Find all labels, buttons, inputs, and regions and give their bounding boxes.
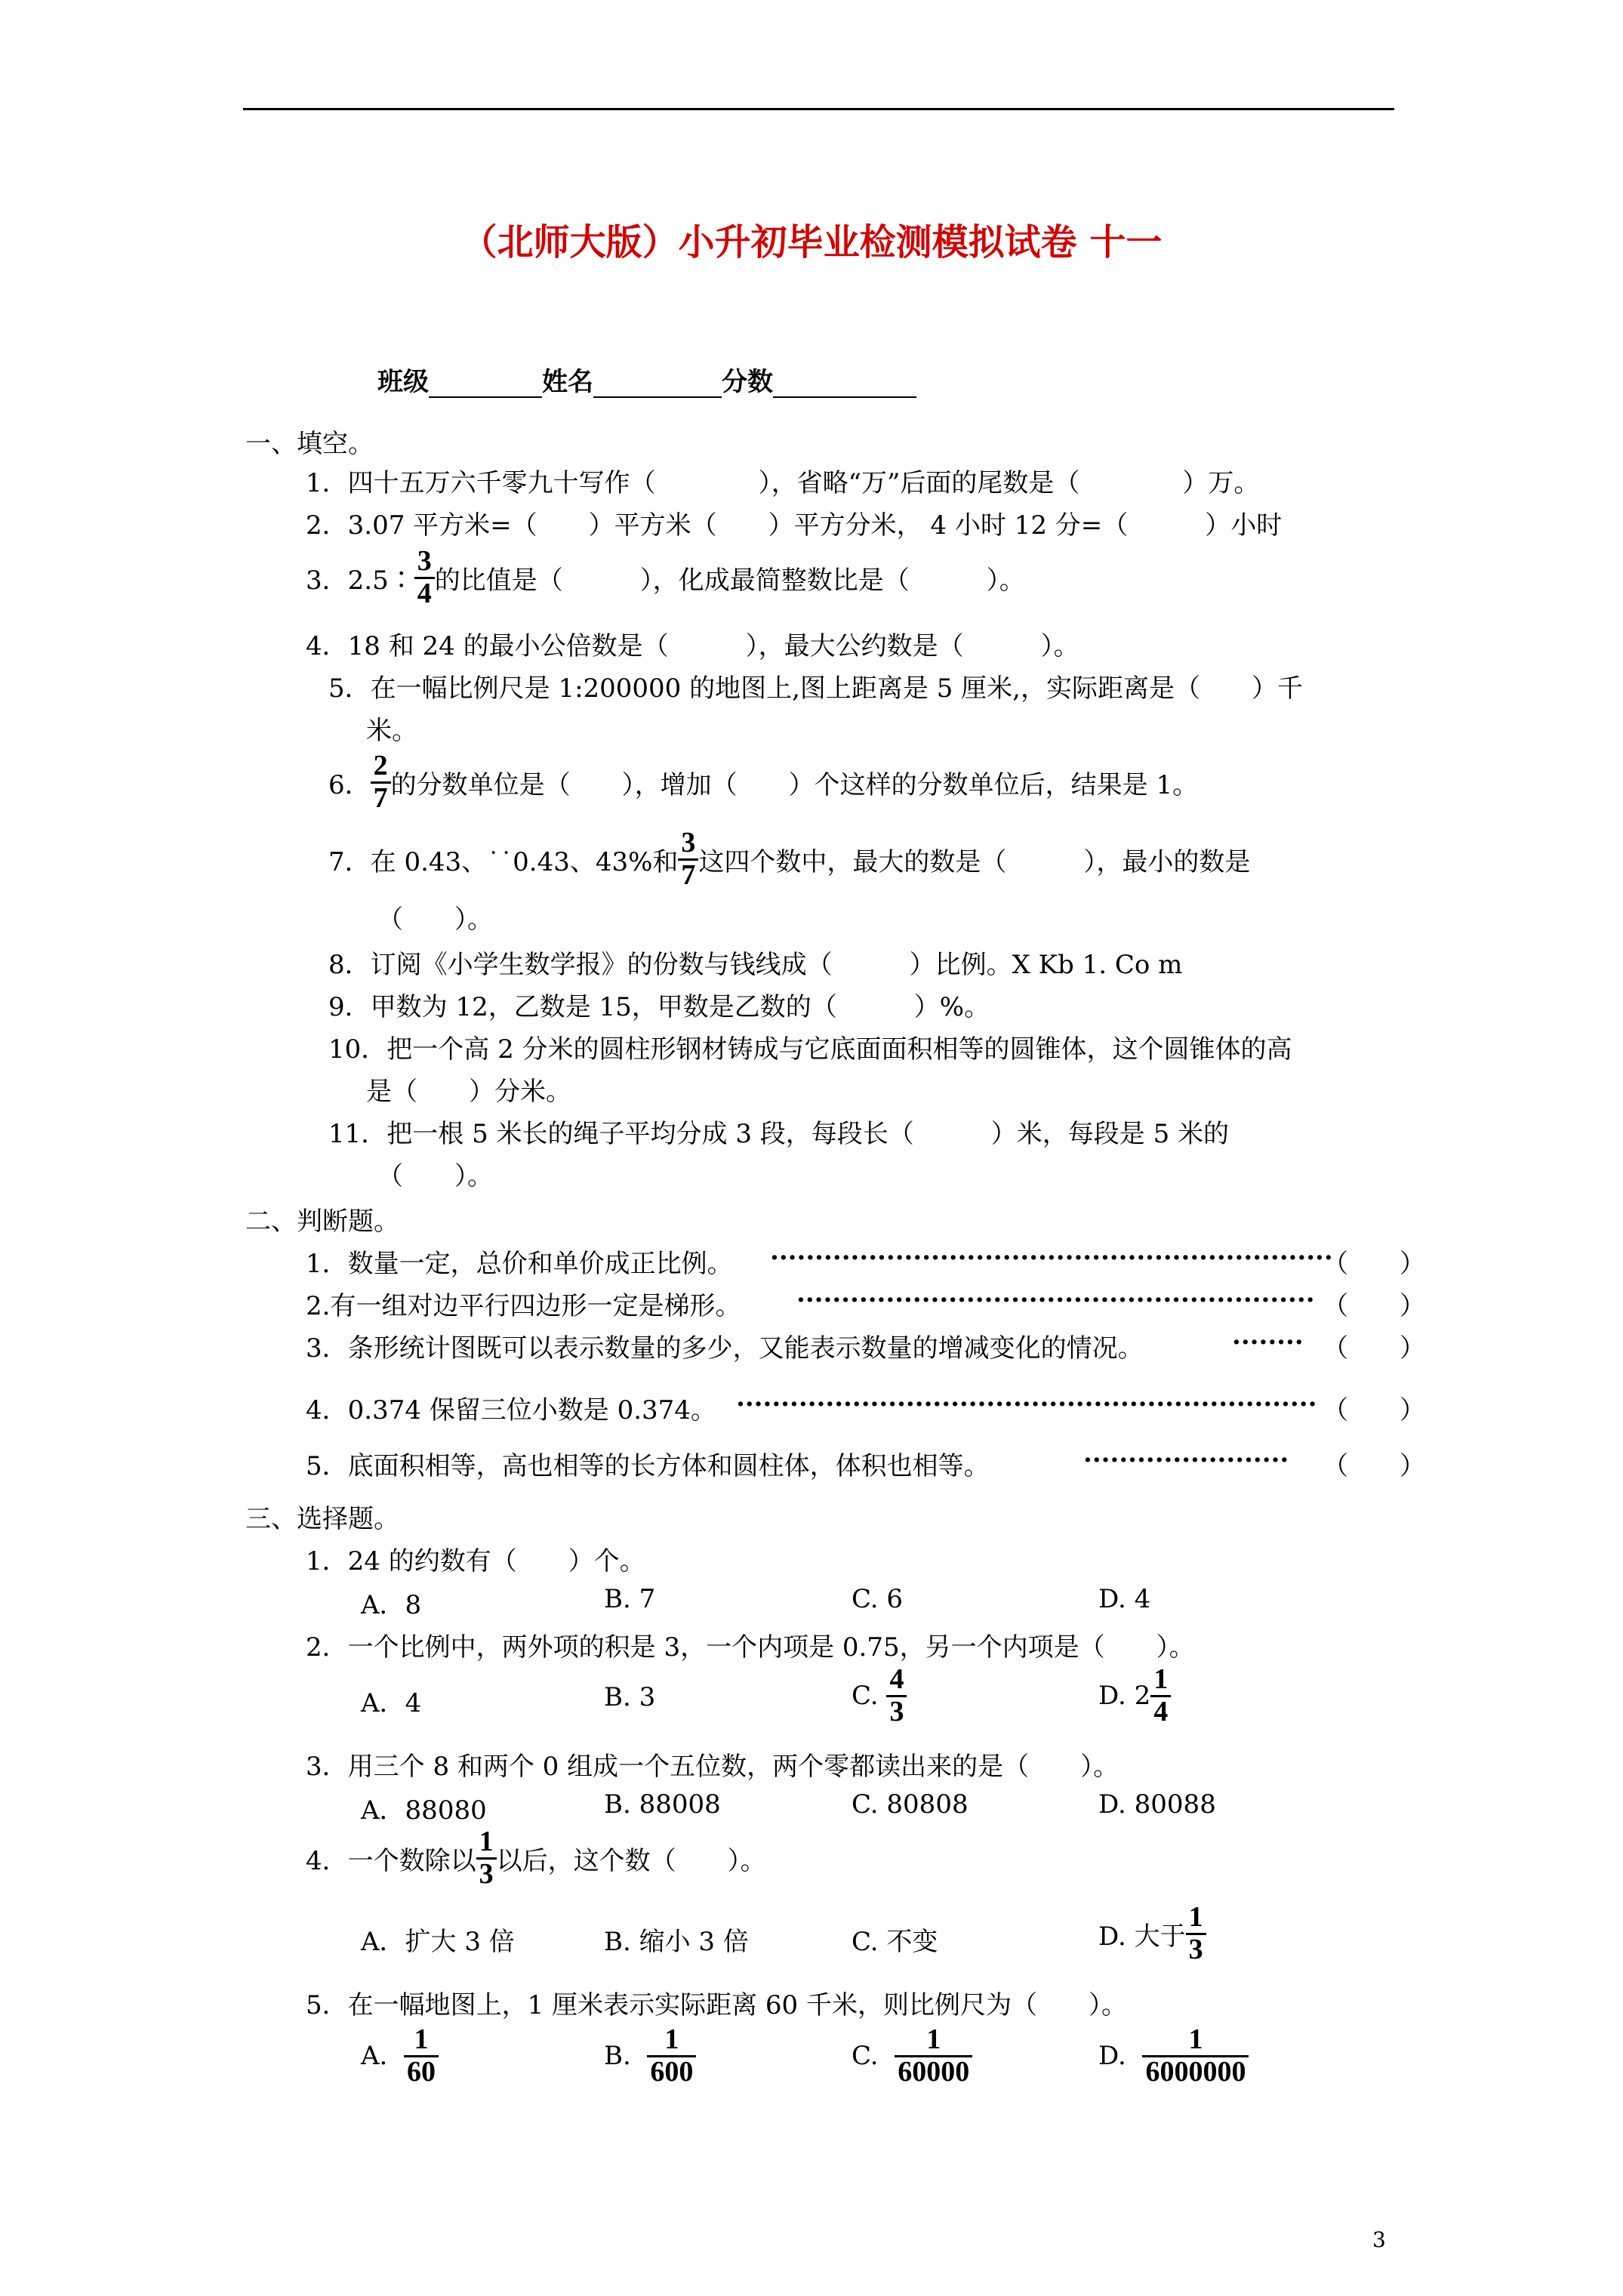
fill-q11-line1: 11．把一根 5 米长的绳子平均分成 3 段，每段长（ ）米，每段是 5 米的 bbox=[328, 1119, 1230, 1149]
fraction-denominator: 6000000 bbox=[1142, 2055, 1249, 2088]
fraction-denominator: 7 bbox=[371, 781, 391, 814]
header-rule bbox=[243, 108, 1394, 110]
page-title: （北师大版）小升初毕业检测模拟试卷 十一 bbox=[460, 221, 1163, 264]
judge-q4-answer[interactable]: （ ） bbox=[1323, 1395, 1425, 1425]
fraction-numerator: 1 bbox=[414, 2023, 429, 2055]
choice-q4-option-a[interactable]: A．扩大 3 倍 bbox=[361, 1927, 515, 1957]
option-fraction bbox=[895, 2025, 972, 2088]
choice-q2-option-d[interactable] bbox=[1098, 1665, 1171, 1727]
fraction-denominator: 60 bbox=[404, 2055, 439, 2088]
choice-q2-option-a[interactable]: A．4 bbox=[361, 1688, 422, 1718]
fraction-denominator: 7 bbox=[678, 858, 698, 891]
fill-q6-fraction bbox=[371, 751, 391, 814]
fraction-numerator: 1 bbox=[664, 2023, 679, 2055]
choice-q1-option-a[interactable]: A．8 bbox=[361, 1590, 422, 1620]
fraction-numerator: 2 bbox=[373, 750, 388, 781]
judge-q3-text: 3．条形统计图既可以表示数量的多少，又能表示数量的增减变化的情况。 bbox=[306, 1333, 1144, 1364]
option-fraction bbox=[886, 1665, 907, 1727]
fraction-denominator: 600 bbox=[647, 2055, 696, 2088]
option-label: B. bbox=[604, 2041, 631, 2072]
fill-q1: 1．四十五万六千零九十写作（ ），省略“万”后面的尾数是（ ）万。 bbox=[306, 468, 1260, 498]
choice-q4-option-b[interactable]: B. 缩小 3 倍 bbox=[604, 1927, 749, 1957]
fill-q8: 8．订阅《小学生数学报》的份数与钱线成（ ）比例。X Kb 1. Co m bbox=[328, 950, 1183, 980]
class-blank[interactable] bbox=[429, 371, 542, 398]
fill-q7-fraction bbox=[678, 828, 698, 891]
option-fraction bbox=[1150, 1665, 1171, 1727]
choice-q5-stem: 5．在一幅地图上，1 厘米表示实际距离 60 千米，则比例尺为（ ）。 bbox=[306, 1990, 1127, 2020]
judge-q4-dots: ································································· bbox=[736, 1389, 1317, 1419]
judge-q2-dots: ·························································· bbox=[796, 1285, 1315, 1315]
fraction-numerator: 1 bbox=[479, 1826, 494, 1857]
fraction-denominator: 4 bbox=[1150, 1695, 1171, 1727]
judge-q2-text: 2.有一组对边平行四边形一定是梯形。 bbox=[306, 1291, 741, 1321]
fraction-denominator: 4 bbox=[414, 577, 435, 609]
fill-q7-line2: （ ）。 bbox=[377, 905, 493, 935]
choice-q5-option-a[interactable] bbox=[361, 2025, 439, 2088]
choice-q5-option-c[interactable] bbox=[852, 2025, 972, 2088]
fraction-denominator: 60000 bbox=[895, 2055, 972, 2088]
choice-q5-option-d[interactable] bbox=[1098, 2025, 1249, 2088]
choice-q4-option-d[interactable] bbox=[1098, 1903, 1206, 1965]
fraction-denominator: 3 bbox=[476, 1857, 497, 1890]
fraction-numerator: 1 bbox=[1188, 1901, 1203, 1933]
choice-q2-option-c[interactable] bbox=[852, 1665, 907, 1727]
fill-q4: 4．18 和 24 的最小公倍数是（ ），最大公约数是（ ）。 bbox=[306, 631, 1079, 661]
fill-q2: 2．3.07 平方米=（ ）平方米（ ）平方分米， 4 小时 12 分=（ ）小时 bbox=[306, 510, 1283, 541]
choice-q4-stem bbox=[306, 1827, 766, 1890]
judge-q3-dots: ········ bbox=[1232, 1327, 1304, 1358]
fill-q6 bbox=[328, 751, 1198, 814]
judge-q1-answer[interactable]: （ ） bbox=[1323, 1249, 1425, 1279]
fill-q10-line2: 是（ ）分米。 bbox=[366, 1077, 571, 1107]
choice-q3-option-c[interactable]: C. 80808 bbox=[852, 1789, 969, 1820]
choice-q4-stem-suffix: 以后，这个数（ ）。 bbox=[496, 1845, 766, 1876]
fill-q5-line1: 5．在一幅比例尺是 1:200000 的地图上,图上距离是 5 厘米,，实际距离是（ ）千 bbox=[328, 673, 1303, 704]
option-label: D. bbox=[1098, 2041, 1126, 2072]
choice-q4-stem-fraction bbox=[476, 1827, 497, 1890]
choice-q1-stem: 1．24 的约数有（ ）个。 bbox=[306, 1546, 645, 1576]
student-info-line bbox=[377, 361, 916, 398]
section-multiple-choice-heading: 三、选择题。 bbox=[245, 1504, 399, 1534]
option-label: D. 大于 bbox=[1098, 1921, 1186, 1952]
fill-q3 bbox=[306, 547, 1025, 609]
option-fraction bbox=[1186, 1903, 1206, 1965]
judge-q2-answer[interactable]: （ ） bbox=[1323, 1291, 1425, 1321]
choice-q1-option-d[interactable]: D. 4 bbox=[1098, 1584, 1151, 1614]
fill-q9: 9．甲数为 12，乙数是 15，甲数是乙数的（ ）%。 bbox=[328, 992, 990, 1022]
judge-q3-answer[interactable]: （ ） bbox=[1323, 1333, 1425, 1364]
choice-q3-stem: 3．用三个 8 和两个 0 组成一个五位数，两个零都读出来的是（ ）。 bbox=[306, 1752, 1119, 1782]
fill-q7 bbox=[328, 828, 1250, 891]
fill-q3-fraction bbox=[414, 547, 435, 609]
class-label: 班级 bbox=[377, 367, 429, 397]
option-label: C. bbox=[852, 1681, 879, 1712]
option-label: A. bbox=[361, 2041, 388, 2072]
judge-q5-answer[interactable]: （ ） bbox=[1323, 1451, 1425, 1481]
option-fraction bbox=[1142, 2025, 1249, 2088]
fill-q11-line2: （ ）。 bbox=[377, 1161, 493, 1191]
section-true-false-heading: 二、判断题。 bbox=[245, 1207, 399, 1237]
choice-q5-option-b[interactable] bbox=[604, 2025, 696, 2088]
fill-q7-prefix: 7．在 0.43、˙˙0.43、43%和 bbox=[328, 846, 679, 877]
fill-q6-prefix: 6． bbox=[328, 769, 371, 800]
fraction-denominator: 3 bbox=[886, 1695, 907, 1727]
fill-q3-suffix: 的比值是（ ），化成最简整数比是（ ）。 bbox=[434, 565, 1025, 596]
judge-q5-dots: ······················· bbox=[1083, 1445, 1289, 1475]
name-label: 姓名 bbox=[542, 367, 593, 397]
choice-q4-option-c[interactable]: C. 不变 bbox=[852, 1927, 938, 1957]
score-label: 分数 bbox=[722, 367, 773, 397]
fraction-numerator: 3 bbox=[681, 827, 696, 858]
fraction-numerator: 3 bbox=[417, 545, 432, 577]
page-number: 3 bbox=[1372, 2227, 1386, 2252]
fraction-numerator: 1 bbox=[926, 2023, 941, 2055]
judge-q1-dots: ······························································· bbox=[770, 1243, 1333, 1273]
score-blank[interactable] bbox=[773, 371, 916, 398]
choice-q3-option-d[interactable]: D. 80088 bbox=[1098, 1789, 1216, 1820]
choice-q1-option-b[interactable]: B. 7 bbox=[604, 1584, 656, 1614]
choice-q2-option-b[interactable]: B. 3 bbox=[604, 1682, 656, 1712]
fraction-numerator: 1 bbox=[1153, 1663, 1169, 1695]
choice-q4-stem-prefix: 4．一个数除以 bbox=[306, 1845, 476, 1876]
fraction-numerator: 4 bbox=[889, 1663, 904, 1695]
option-fraction bbox=[404, 2025, 439, 2088]
fraction-numerator: 1 bbox=[1188, 2023, 1203, 2055]
fill-q6-suffix: 的分数单位是（ ），增加（ ）个这样的分数单位后，结果是 1。 bbox=[390, 769, 1199, 800]
name-blank[interactable] bbox=[593, 371, 722, 398]
fill-q3-prefix: 3．2.5∶ bbox=[306, 565, 414, 596]
choice-q3-option-a[interactable]: A．88080 bbox=[361, 1795, 487, 1826]
judge-q1-text: 1．数量一定，总价和单价成正比例。 bbox=[306, 1249, 733, 1279]
fraction-denominator: 3 bbox=[1186, 1933, 1206, 1965]
choice-q1-option-c[interactable]: C. 6 bbox=[852, 1584, 904, 1614]
section-fill-blank-heading: 一、填空。 bbox=[245, 429, 374, 459]
fill-q5-line2: 米。 bbox=[366, 716, 417, 746]
option-label: C. bbox=[852, 2041, 879, 2072]
judge-q5-text: 5．底面积相等，高也相等的长方体和圆柱体，体积也相等。 bbox=[306, 1451, 990, 1481]
choice-q2-stem: 2．一个比例中，两外项的积是 3，一个内项是 0.75，另一个内项是（ ）。 bbox=[306, 1632, 1195, 1663]
fill-q10-line1: 10．把一个高 2 分米的圆柱形钢材铸成与它底面面积相等的圆锥体，这个圆锥体的高 bbox=[328, 1034, 1292, 1065]
option-label: D. 2 bbox=[1098, 1681, 1151, 1712]
option-fraction bbox=[647, 2025, 696, 2088]
choice-q3-option-b[interactable]: B. 88008 bbox=[604, 1789, 721, 1820]
fill-q7-suffix: 这四个数中，最大的数是（ ），最小的数是 bbox=[698, 846, 1251, 877]
judge-q4-text: 4．0.374 保留三位小数是 0.374。 bbox=[306, 1395, 716, 1425]
